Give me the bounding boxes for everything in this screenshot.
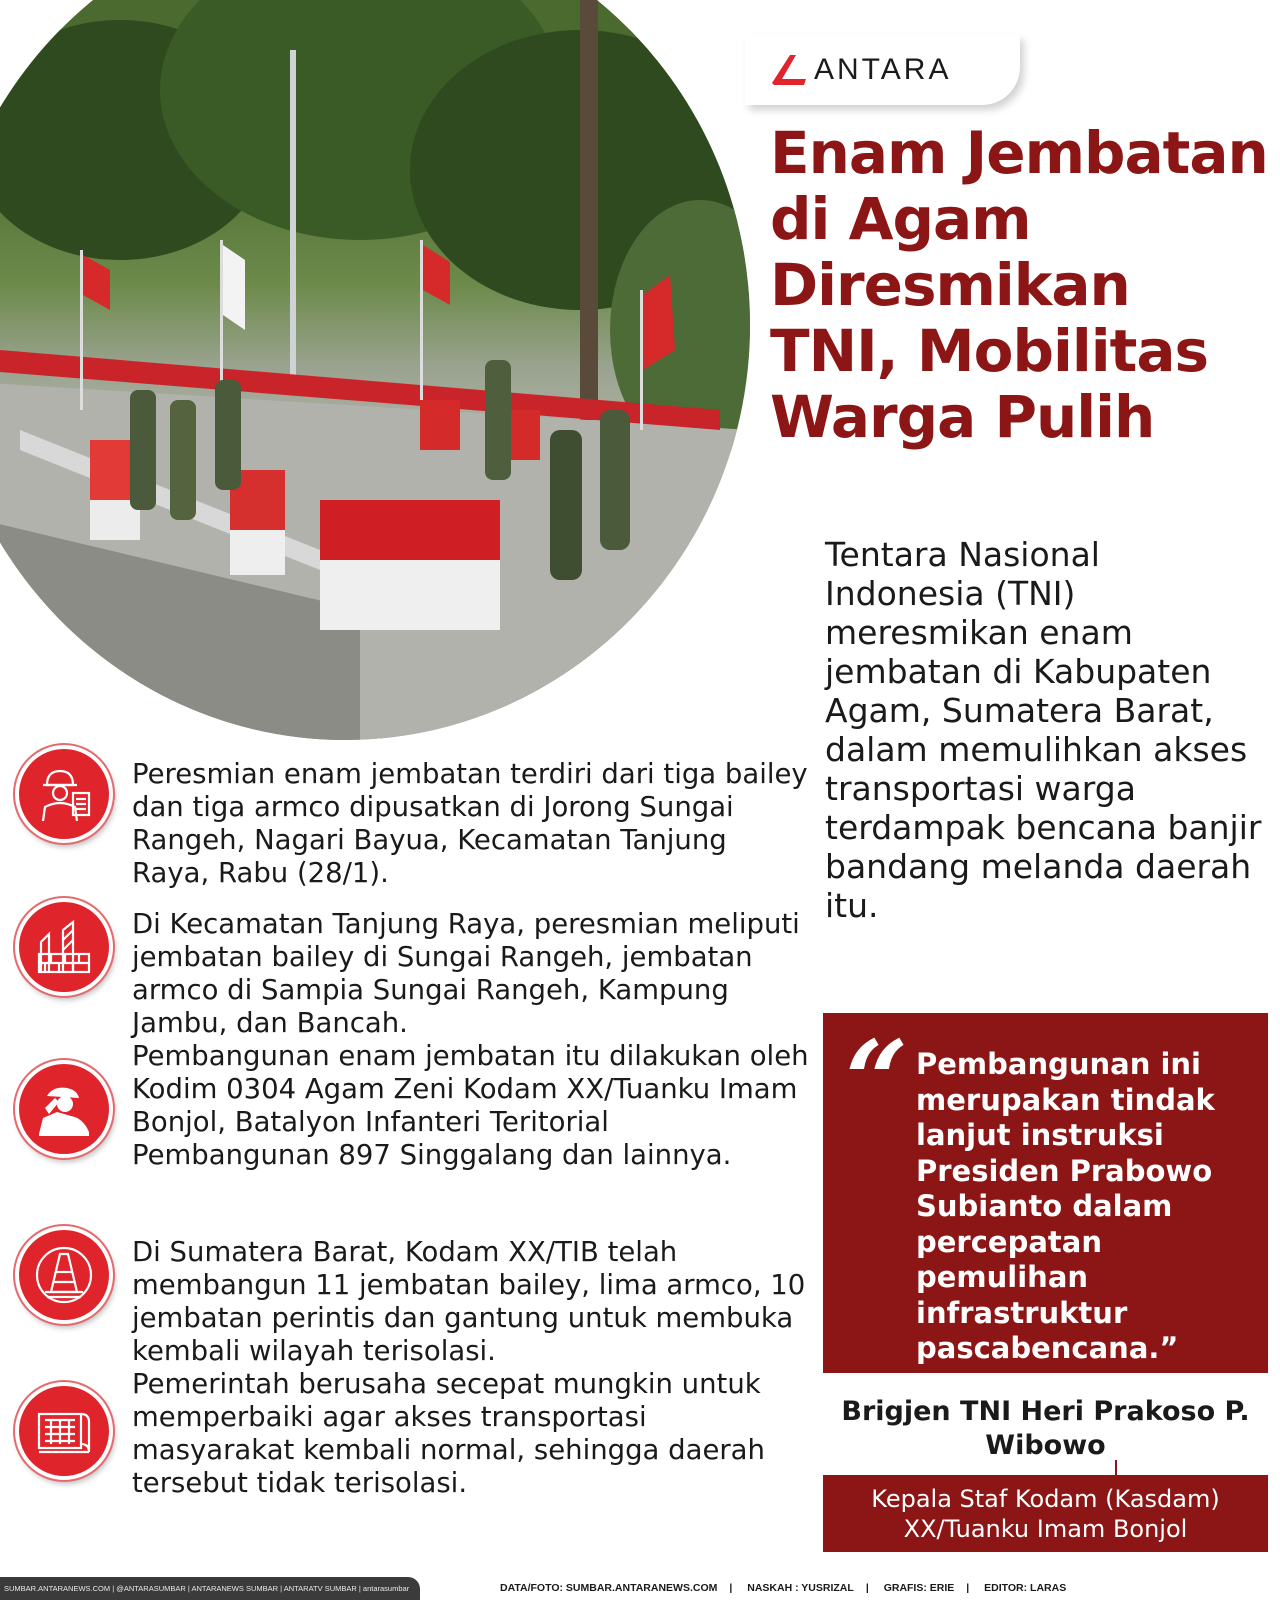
worker-helmet-icon [15, 745, 113, 843]
quote-mark: “ [845, 1016, 909, 1145]
traffic-cone-icon [15, 1226, 113, 1324]
logo-text: ANTARA [814, 53, 952, 86]
quote-speaker: Brigjen TNI Heri Prakoso P. Wibowo [841, 1396, 1250, 1461]
point-text: Di Kecamatan Tanjung Raya, peresmian meliputi jembatan bailey di Sungai Rangeh, jembatan armco di Sampia Sungai Rangeh, Kampung Jambu, dan Bancah. [132, 908, 800, 1039]
quote-text: Pembangunan ini merupakan tindak lanjut instruksi Presiden Prabowo Subianto dalam percepatan pemulihan infrastruktur pascabencana.” [916, 1047, 1215, 1365]
antara-mark-icon [770, 53, 808, 87]
quote-box [823, 1013, 1268, 1373]
blueprint-icon [15, 1382, 113, 1480]
point-text: Pemerintah berusaha secepat mungkin untuk memperbaiki agar akses transportasi masyarakat kembali normal, sehingga daerah tersebut tidak terisolasi. [132, 1368, 765, 1499]
construction-wall-icon [15, 898, 113, 996]
speaker-role: Kepala Staf Kodam (Kasdam) XX/Tuanku Imam Bonjol [823, 1475, 1268, 1552]
point-text: Peresmian enam jembatan terdiri dari tiga bailey dan tiga armco dipusatkan di Jorong Sungai Rangeh, Nagari Bayua, Kecamatan Tanjung Raya, Rabu (28/1). [132, 758, 808, 889]
credit-data: DATA/FOTO: SUMBAR.ANTARANEWS.COM [500, 1582, 718, 1594]
divider [1115, 1460, 1117, 1476]
page-title: Enam Jembatan di Agam Diresmikan TNI, Mobilitas Warga Pulih [770, 119, 1268, 451]
credits-line: DATA/FOTO: SUMBAR.ANTARANEWS.COM | NASKAH : YUSRIZAL | GRAFIS: ERIE | EDITOR: LARAS [500, 1582, 1067, 1594]
point-text: Pembangunan enam jembatan itu dilakukan oleh Kodim 0304 Agam Zeni Kodam XX/Tuanku Imam Bonjol, Batalyon Infanteri Teritorial Pembangunan 897 Singgalang dan lainnya. [132, 1040, 809, 1171]
antara-logo [745, 35, 1020, 105]
bridge-inauguration-photo [0, 0, 750, 740]
credit-naskah: NASKAH : YUSRIZAL [747, 1582, 854, 1594]
point-text: Di Sumatera Barat, Kodam XX/TIB telah membangun 11 jembatan bailey, lima armco, 10 jembatan perintis dan gantung untuk membuka kembali wilayah terisolasi. [132, 1236, 806, 1367]
credit-grafis: GRAFIS: ERIE [883, 1582, 955, 1594]
soldier-salute-icon [15, 1060, 113, 1158]
photo-illustration [0, 0, 750, 740]
social-links-bar: SUMBAR.ANTARANEWS.COM | @ANTARASUMBAR | ANTARANEWS SUMBAR | ANTARATV SUMBAR | antarasumbar [0, 1577, 420, 1600]
credit-editor: EDITOR: LARAS [984, 1582, 1067, 1594]
lead-paragraph: Tentara Nasional Indonesia (TNI) meresmikan enam jembatan di Kabupaten Agam, Sumatera Barat, dalam memulihkan akses transportasi warga terdampak bencana banjir bandang melanda daerah itu. [825, 535, 1262, 925]
